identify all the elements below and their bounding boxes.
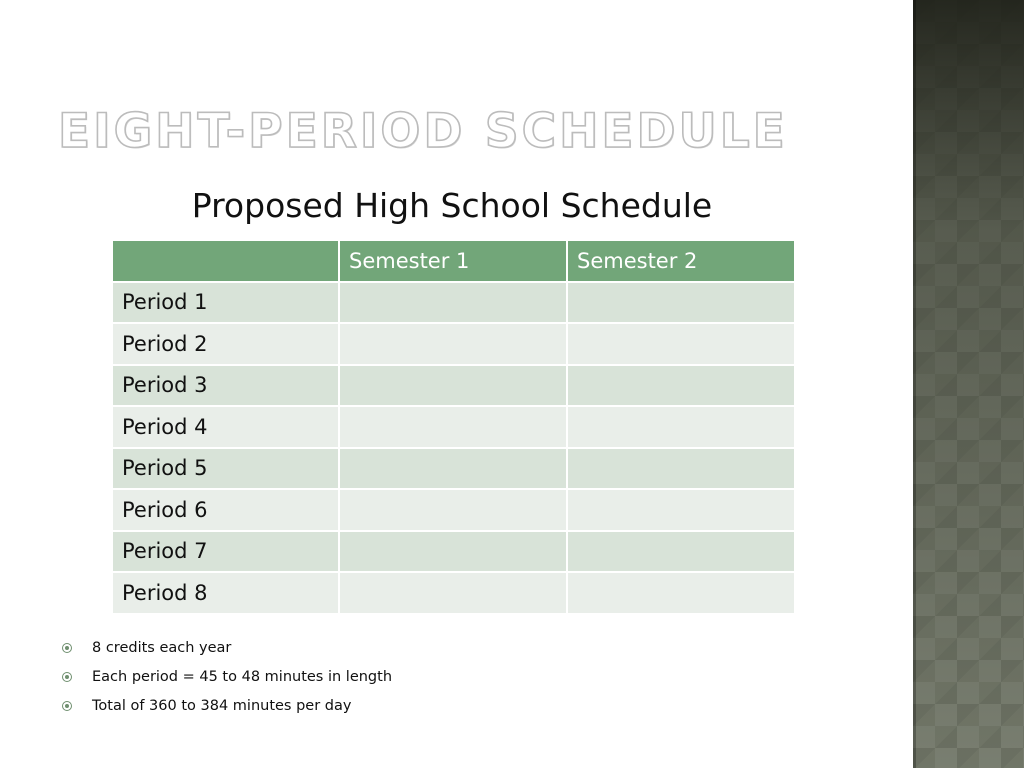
bullet-text: 8 credits each year — [92, 640, 232, 656]
bullet-item — [62, 637, 392, 666]
semester-2-cell — [567, 282, 795, 324]
side-band-edge — [913, 0, 916, 768]
table-row — [112, 531, 795, 573]
table-row — [112, 406, 795, 448]
semester-2-cell — [567, 365, 795, 407]
table-row — [112, 323, 795, 365]
period-label-cell: Period 4 — [112, 406, 339, 448]
semester-1-cell — [339, 282, 567, 324]
bullet-text: Total of 360 to 384 minutes per day — [92, 698, 352, 714]
semester-1-cell — [339, 323, 567, 365]
period-label-cell: Period 7 — [112, 531, 339, 573]
bullet-list — [62, 637, 392, 724]
circle-bullet-icon — [62, 643, 72, 653]
semester-2-cell — [567, 489, 795, 531]
table-row — [112, 489, 795, 531]
table-row — [112, 365, 795, 407]
decorative-side-band — [913, 0, 1024, 768]
semester-2-cell — [567, 531, 795, 573]
period-label-cell: Period 3 — [112, 365, 339, 407]
period-label-cell: Period 1 — [112, 282, 339, 324]
period-label-cell: Period 5 — [112, 448, 339, 490]
circle-bullet-icon — [62, 701, 72, 711]
schedule-table — [111, 239, 796, 615]
semester-2-cell — [567, 406, 795, 448]
semester-1-cell — [339, 448, 567, 490]
bullet-text: Each period = 45 to 48 minutes in length — [92, 669, 393, 685]
table-row — [112, 448, 795, 490]
table-row — [112, 282, 795, 324]
circle-bullet-icon — [62, 672, 72, 682]
semester-1-cell — [339, 365, 567, 407]
semester-1-cell — [339, 572, 567, 614]
semester-1-cell — [339, 531, 567, 573]
period-label-cell: Period 6 — [112, 489, 339, 531]
header-cell-period — [112, 240, 339, 282]
bullet-item — [62, 695, 392, 724]
header-cell-semester-2: Semester 2 — [567, 240, 795, 282]
header-cell-semester-1: Semester 1 — [339, 240, 567, 282]
table-header-row — [112, 240, 795, 282]
semester-2-cell — [567, 448, 795, 490]
slide-title: EIGHT-PERIOD SCHEDULE — [58, 104, 788, 159]
semester-2-cell — [567, 323, 795, 365]
period-label-cell: Period 2 — [112, 323, 339, 365]
table-caption: Proposed High School Schedule — [191, 186, 713, 225]
semester-1-cell — [339, 406, 567, 448]
semester-2-cell — [567, 572, 795, 614]
table-row — [112, 572, 795, 614]
period-label-cell: Period 8 — [112, 572, 339, 614]
bullet-item — [62, 666, 392, 695]
semester-1-cell — [339, 489, 567, 531]
